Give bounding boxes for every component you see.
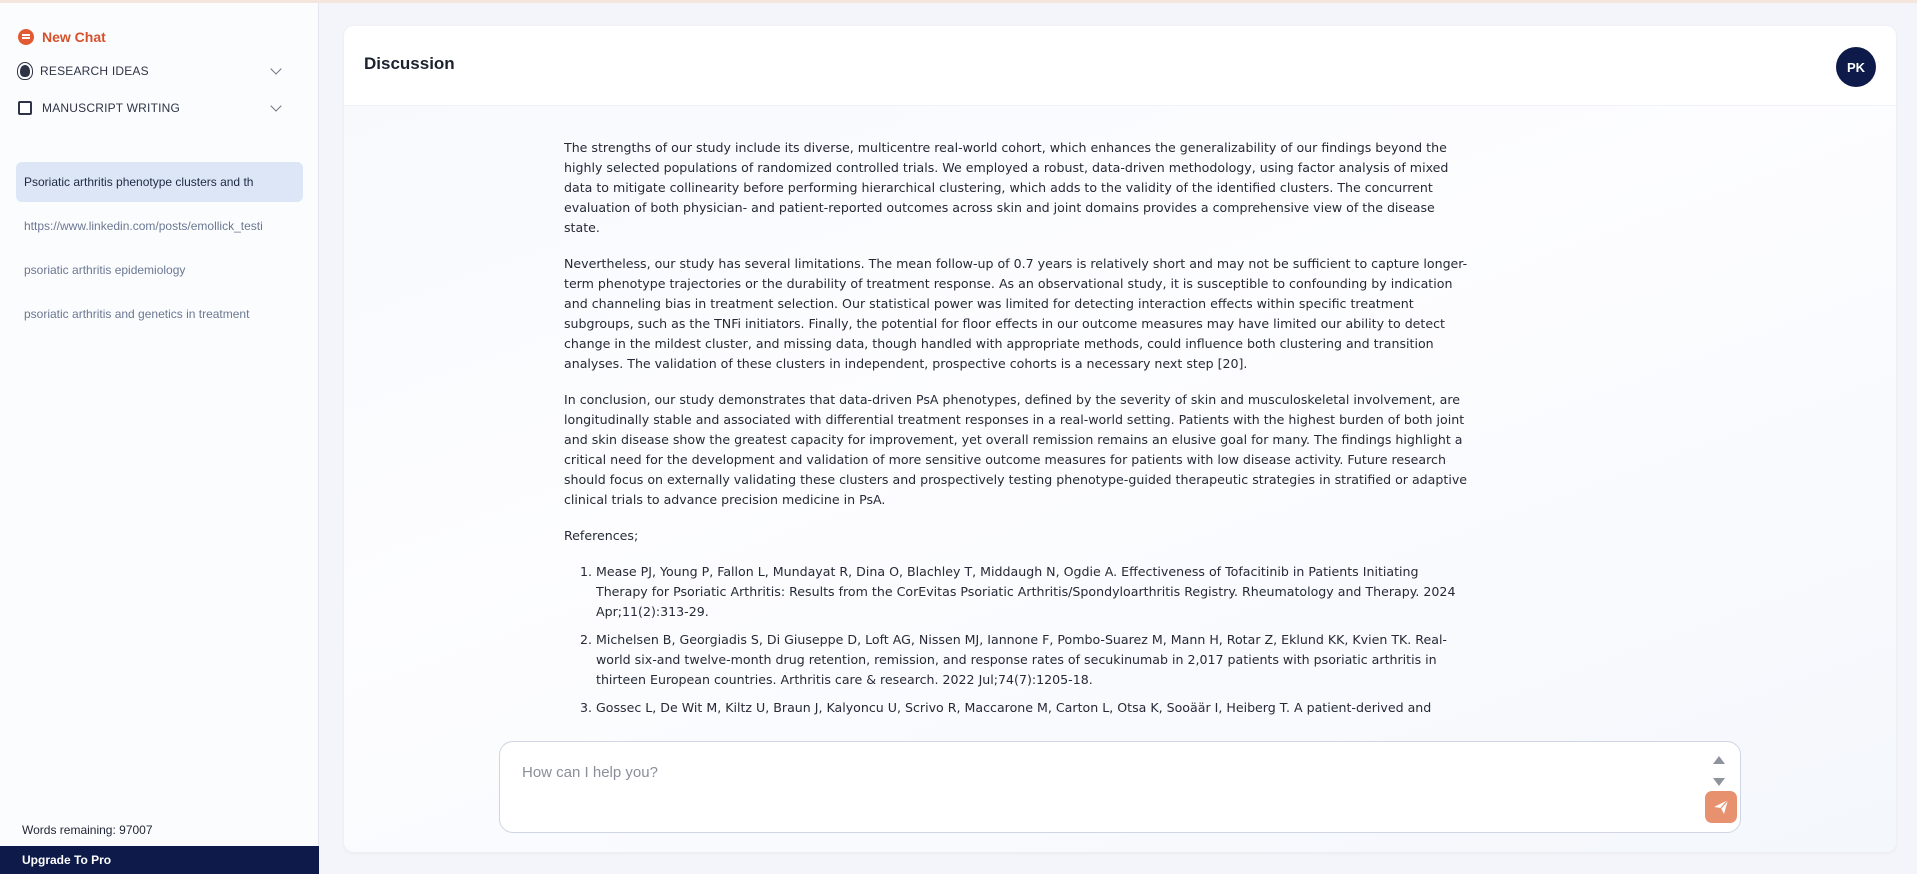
chat-item-psoriatic-phenotype[interactable]: Psoriatic arthritis phenotype clusters and th	[16, 162, 303, 202]
header	[344, 26, 1896, 106]
new-chat-label: New Chat	[42, 29, 106, 45]
reference-item: 3. Gossec L, De Wit M, Kiltz U, Braun J, Kalyoncu U, Scrivo R, Maccarone M, Carton L, Otsa K, Sooäär I, Heiberg T. A patient-derived and	[596, 698, 1469, 718]
sidebar	[0, 3, 319, 874]
references-heading: References;	[564, 528, 639, 543]
scroll-up-icon[interactable]	[1713, 756, 1725, 764]
upgrade-to-pro-button[interactable]: Upgrade To Pro	[0, 846, 319, 874]
send-button[interactable]	[1705, 791, 1737, 823]
chevron-down-icon[interactable]	[270, 100, 281, 111]
page-title: Discussion	[364, 54, 455, 73]
reference-item: 2. Michelsen B, Georgiadis S, Di Giuseppe D, Loft AG, Nissen MJ, Iannone F, Pombo-Suarez M, Mann H, Rotar Z, Eklund KK, Kvien TK. Real-world six-and twelve-month drug retention, remission, and response rates of secukinumab in 2,017 patients with psoriatic arthritis in thirteen European countries. Arthritis care & research. 2022 Jul;74(7):1205-18.	[596, 630, 1469, 690]
message-input[interactable]	[522, 760, 1672, 784]
words-remaining: Words remaining: 97007	[22, 823, 153, 837]
section-manuscript-writing[interactable]	[18, 101, 286, 115]
paragraph-conclusion: In conclusion, our study demonstrates that data-driven PsA phenotypes, defined by the severity of skin and musculoskeletal involvement, are longitudinally stable and associated with differential treatment responses in a real-world setting. Patients with the highest burden of both joint and skin disease show the greatest capacity for improvement, yet overall remission remains an elusive goal for many. The findings highlight a critical need for the development and validation of more sensitive outcome measures for patients with low disease activity. Future research should focus on externally validating these clusters and prospectively testing phenotype-guided therapeutic strategies in stratified or adaptive clinical trials to advance precision medicine in PsA.	[564, 392, 1468, 507]
chat-history-list	[16, 162, 303, 338]
section-label: RESEARCH IDEAS	[40, 64, 149, 78]
lightbulb-icon	[20, 65, 30, 77]
main-panel	[344, 26, 1896, 852]
response-content	[564, 138, 1469, 743]
new-chat-button[interactable]	[18, 29, 106, 45]
section-label: MANUSCRIPT WRITING	[42, 101, 181, 115]
paragraph-limitations: Nevertheless, our study has several limitations. The mean follow-up of 0.7 years is relatively short and may not be sufficient to capture longer-term phenotype trajectories or the durability of treatment response. As an observational study, it is susceptible to confounding by indication and channeling bias in treatment selection. Our statistical power was limited for detecting interaction effects within specific treatment subgroups, such as the TNFi initiators. Finally, the potential for floor effects in our outcome measures may have limited our ability to detect change in the mildest cluster, and missing data, though handled with appropriate methods, could influence both clustering and transition analyses. The validation of these clusters in independent, prospective cohorts is a necessary next step [20].	[564, 256, 1468, 371]
message-composer	[499, 741, 1741, 833]
chat-item-genetics[interactable]: psoriatic arthritis and genetics in treatment	[24, 307, 250, 321]
avatar[interactable]: PK	[1836, 47, 1876, 87]
reference-item: 1. Mease PJ, Young P, Fallon L, Mundayat R, Dina O, Blachley T, Middaugh N, Ogdie A. Effectiveness of Tofacitinib in Patients Initiating Therapy for Psoriatic Arthritis: Results from the CorEvitas Psoriatic Arthritis/Spondyloarthritis Registry. Rheumatology and Therapy. 2024 Apr;11(2):313-29.	[596, 562, 1469, 622]
send-icon	[1713, 799, 1729, 815]
chat-item-linkedin[interactable]: https://www.linkedin.com/posts/emollick_testi	[24, 219, 263, 233]
chat-bubble-icon	[18, 29, 34, 45]
document-icon	[18, 101, 32, 115]
references-list	[564, 562, 1469, 718]
chevron-down-icon[interactable]	[270, 63, 281, 74]
section-research-ideas[interactable]	[18, 64, 286, 78]
scroll-down-icon[interactable]	[1713, 778, 1725, 786]
paragraph-strengths: The strengths of our study include its diverse, multicentre real-world cohort, which enhances the generalizability of our findings beyond the highly selected populations of randomized controlled trials. We employed a robust, data-driven methodology, using factor analysis of mixed data to mitigate collinearity before performing hierarchical clustering, which adds to the validity of the identified clusters. The concurrent evaluation of both physician- and patient-reported outcomes across skin and joint domains provides a comprehensive view of the disease state.	[564, 140, 1449, 235]
chat-item-epidemiology[interactable]: psoriatic arthritis epidemiology	[24, 263, 186, 277]
